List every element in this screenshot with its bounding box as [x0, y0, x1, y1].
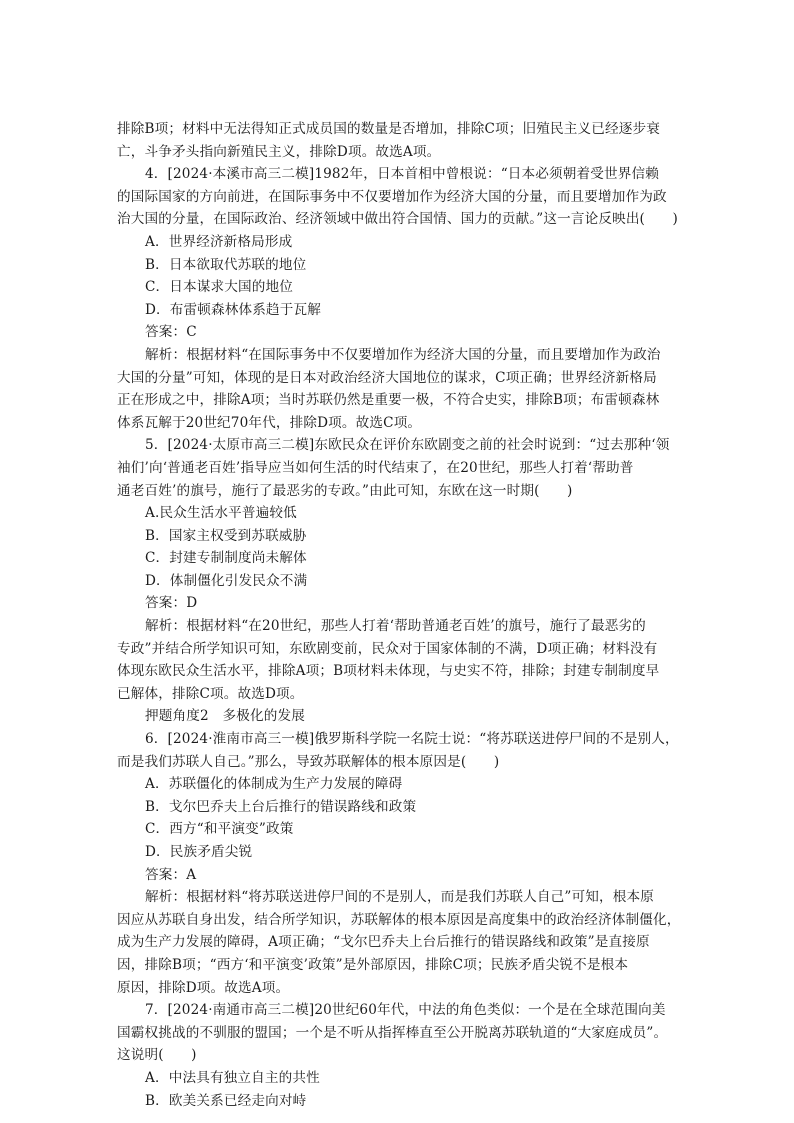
answer-5: 答案：D [145, 595, 198, 612]
text-line: 的国际国家的方向前进，在国际事务中不仅要增加作为经济大国的分量，而且要增加作为政 [117, 188, 667, 205]
question-4-stem: 4．[2024·本溪市高三二模]1982年，日本首相中曾根说：“日本必须朝着受世界信赖 [145, 166, 659, 183]
option-a: A．世界经济新格局形成 [145, 233, 293, 250]
option-c: C．西方“和平演变”政策 [145, 821, 294, 838]
option-a: A．苏联僵化的体制成为生产力发展的障碍 [145, 776, 403, 793]
option-b: B．国家主权受到苏联威胁 [145, 527, 307, 544]
question-7-stem: 7．[2024·南通市高三二模]20世纪60年代，中法的角色类似：一个是在全球范围向美 [145, 1002, 666, 1019]
text-line: 成为生产力发展的障碍，A项正确；“戈尔巴乔夫上台后推行的错误路线和政策”是直接原 [117, 934, 650, 951]
option-c: C．封建专制制度尚未解体 [145, 550, 307, 567]
text-line: 排除B项；材料中无法得知正式成员国的数量是否增加，排除C项；旧殖民主义已经逐步衰 [117, 121, 660, 137]
option-d: D．民族矛盾尖锐 [145, 844, 253, 860]
text-line: 专政”并结合所学知识可知，东欧剧变前，民众对于国家体制的不满，D项正确；材料没有 [117, 640, 658, 657]
text-line: 而是我们苏联人自己。”那么，导致苏联解体的根本原因是( ) [117, 753, 500, 770]
option-a: A.民众生活水平普遍较低 [145, 505, 297, 522]
text-line: 这说明( ) [117, 1047, 197, 1064]
text-line: 正在形成之中，排除A项；当时苏联仍然是重要一极，不符合史实，排除B项；布雷顿森林 [117, 392, 660, 409]
text-line: 已解体，排除C项。故选D项。 [117, 685, 304, 702]
option-c: C．日本谋求大国的地位 [145, 279, 293, 296]
analysis-6: 解析：根据材料“将苏联送进停尸间的不是别人，而是我们苏联人自己”可知，根本原 [145, 889, 654, 906]
text-line: 国霸权挑战的不驯服的盟国；一个是不听从指挥棒直至公开脱离苏联轨道的“大家庭成员”。 [117, 1024, 668, 1041]
option-a: A．中法具有独立自主的共性 [145, 1069, 320, 1086]
option-b: B．戈尔巴乔夫上台后推行的错误路线和政策 [145, 798, 417, 815]
text-line: 体系瓦解于20世纪70年代，排除D项。故选C项。 [117, 414, 422, 431]
text-line: 因应从苏联自身出发，结合所学知识，苏联解体的根本原因是高度集中的政治经济体制僵化， [117, 911, 681, 928]
text-line: 体现东欧民众生活水平，排除A项；B项材料未体现，与史实不符，排除；封建专制制度早 [117, 663, 660, 680]
option-b: B．欧美关系已经走向对峙 [145, 1092, 307, 1109]
text-line: 治大国的分量，在国际政治、经济领域中做出符合国情、国力的贡献。”这一言论反映出( ) [117, 211, 678, 228]
text-line: 通老百姓’的旗号，施行了最恶劣的专政。”由此可知，东欧在这一时期( ) [117, 482, 573, 499]
analysis-4: 解析：根据材料“在国际事务中不仅要增加作为经济大国的分量，而且要增加作为政治 [145, 346, 661, 363]
text-line: 亡，斗争矛头指向新殖民主义，排除D项。故选A项。 [117, 143, 441, 160]
section-heading: 押题角度2 多极化的发展 [145, 708, 305, 725]
question-6-stem: 6．[2024·淮南市高三一模]俄罗斯科学院一名院士说：“将苏联送进停尸间的不是别人， [145, 731, 679, 748]
option-d: D．体制僵化引发民众不满 [145, 572, 308, 589]
document-page [117, 118, 681, 1112]
answer-4: 答案：C [145, 324, 197, 341]
text-line: 袖们’向‘普通老百姓’指导应当如何生活的时代结束了，在20世纪，那些人打着‘帮助普 [117, 459, 634, 476]
question-5-stem: 5．[2024·太原市高三二模]东欧民众在评价东欧剧变之前的社会时说到：“过去那种‘领 [145, 437, 670, 454]
text-line: 原因，排除D项。故选A项。 [117, 979, 290, 996]
text-line: 大国的分量”可知，体现的是日本对政治经济大国地位的谋求，C项正确；世界经济新格局 [117, 369, 657, 386]
analysis-5: 解析：根据材料“在20世纪，那些人打着‘帮助普通老百姓’的旗号，施行了最恶劣的 [145, 618, 646, 635]
option-b: B．日本欲取代苏联的地位 [145, 256, 307, 273]
text-line: 因，排除B项；“西方‘和平演变’政策”是外部原因，排除C项；民族矛盾尖锐不是根本 [117, 956, 629, 973]
answer-6: 答案：A [145, 866, 197, 883]
option-d: D．布雷顿森林体系趋于瓦解 [145, 301, 321, 318]
